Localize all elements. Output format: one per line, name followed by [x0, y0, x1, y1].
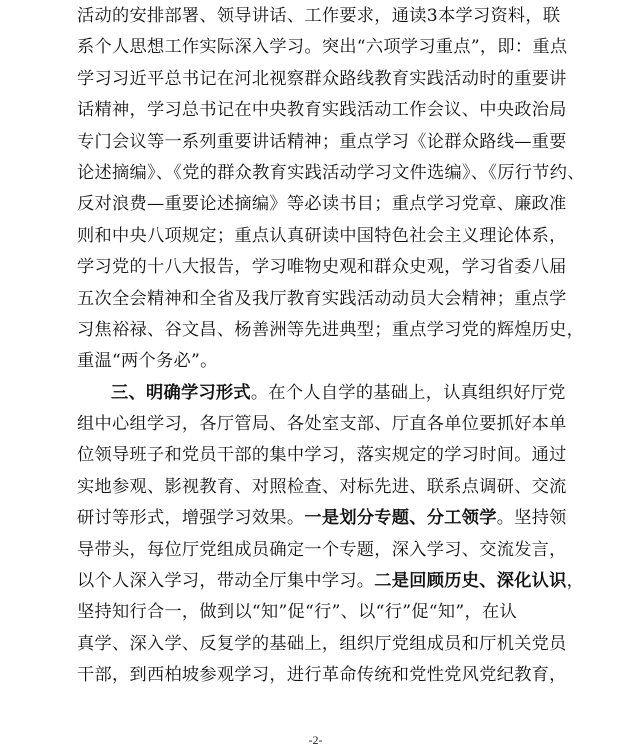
point2-heading: 二是回顾历史、深化认识 [374, 571, 567, 592]
text-line: 学习党的十八大报告，学习唯物史观和群众史观，学习省委八届 [77, 257, 567, 278]
text-line: 反对浪费—重要论述摘编》等必读书目；重点学习党章、廉政准 [77, 194, 567, 215]
text-line: 重温“两个务必”。 [77, 351, 218, 372]
line7-start: 以个人深入学习，带动全厅集中学习。 [77, 571, 375, 592]
text-line: 论述摘编》、《党的群众教育实践活动学习文件选编》、《厉行节约、 [77, 162, 585, 183]
line7-end: ， [566, 571, 585, 592]
section3-line7 [77, 566, 585, 597]
point1-heading: 一是划分专题、分工领学 [304, 508, 497, 529]
text-line: 活动的安排部署、领导讲话、工作要求，通读3本学习资料，联 [77, 6, 561, 26]
text-line: 坚持知行合一，做到以“知”促“行”、以“行”促“知”，在认 [77, 602, 517, 623]
text-line: 干部，到西柏坡参观学习，进行革命传统和党性党风党纪教育， [77, 665, 567, 686]
text-line: 专门会议等一系列重要讲话精神；重点学习《论群众路线—重要 [77, 131, 567, 152]
text-line: 组中心组学习，各厅管局、各处室支部、厅直各单位要抓好本单 [77, 414, 567, 435]
page-number: -2- [308, 733, 323, 747]
text-line: 五次全会精神和全省及我厅教育实践活动动员大会精神；重点学 [77, 288, 567, 309]
section3-line1-rest: 。在个人自学的基础上，认真组织好厅党 [250, 382, 566, 403]
text-line: 导带头，每位厅党组成员确定一个专题，深入学习、交流发言， [77, 539, 567, 560]
text-line: 习焦裕禄、谷文昌、杨善洲等先进典型；重点学习党的辉煌历史， [77, 319, 585, 340]
text-line: 话精神，学习总书记在中央教育实践活动工作会议、中央政治局 [77, 100, 567, 121]
section3-first-line [77, 378, 566, 409]
text-line: 则和中央八项规定；重点认真研读中国特色社会主义理论体系， [77, 225, 567, 246]
text-line: 实地参观、影视教育、对照检查、对标先进、联系点调研、交流 [77, 476, 567, 497]
section3-heading: 三、明确学习形式 [111, 382, 251, 403]
body-text [77, 0, 585, 692]
section3-line5 [77, 503, 567, 534]
text-line: 真学、深入学、反复学的基础上，组织厅党组成员和厅机关党员 [77, 633, 567, 654]
line5-end: 。坚持领 [496, 508, 567, 529]
line5-start: 研讨等形式，增强学习效果。 [77, 508, 305, 529]
text-line: 学习习近平总书记在河北视察群众路线教育实践活动时的重要讲 [77, 68, 567, 89]
text-line: 位领导班子和党员干部的集中学习，落实规定的学习时间。通过 [77, 445, 567, 466]
text-line: 系个人思想工作实际深入学习。突出“六项学习重点”，即：重点 [77, 37, 568, 58]
